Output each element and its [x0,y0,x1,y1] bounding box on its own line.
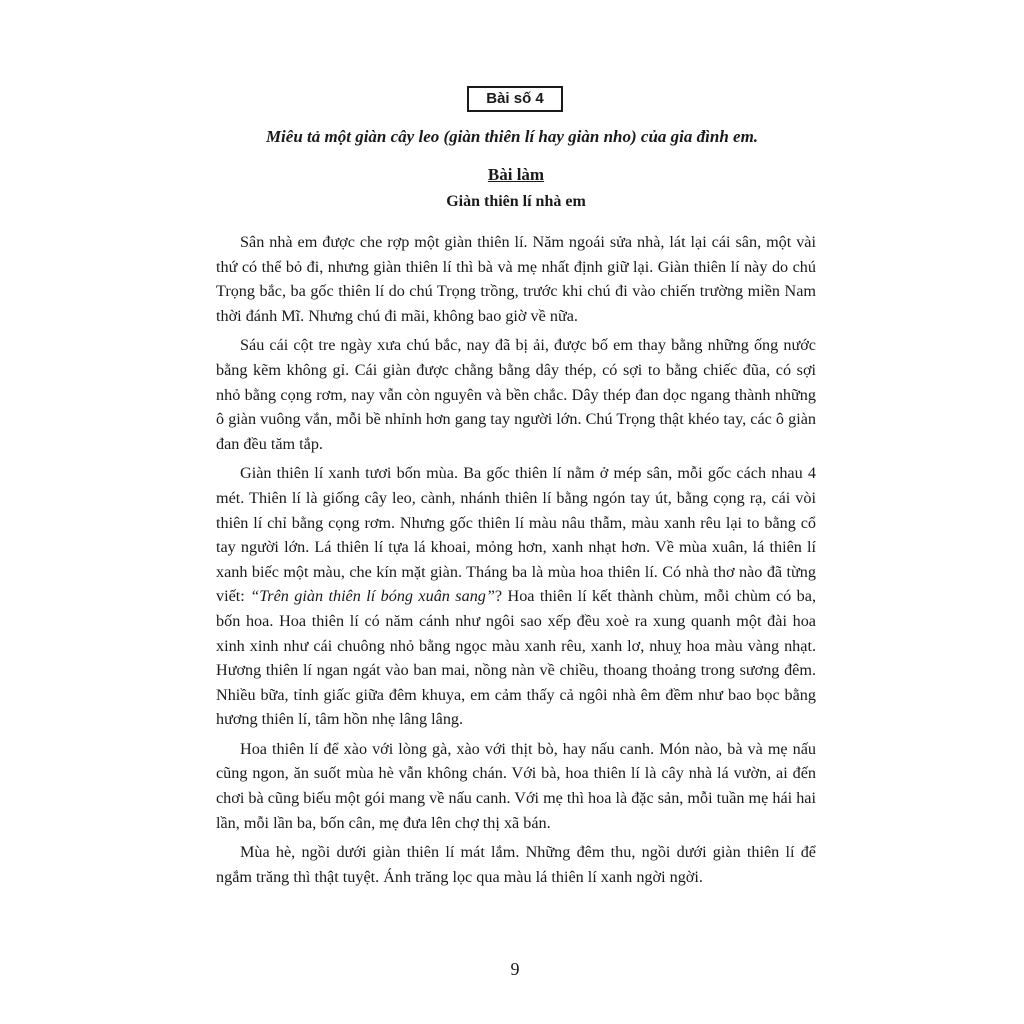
essay-title: Giàn thiên lí nhà em [446,193,586,210]
paragraph-1: Sân nhà em được che rợp một giàn thiên lí. Năm ngoái sửa nhà, lát lại cái sân, một vài thứ có thể bỏ đi, nhưng giàn thiên lí thì bà và mẹ nhất định giữ lại. Giàn thiên lí này do chú Trọng bắc, ba gốc thiên lí do chú Trọng trồng, trước khi chú đi vào chiến trường miền Nam thời đánh Mĩ. Nhưng chú đi mãi, không bao giờ về nữa. [216,233,816,325]
paragraph-4: Hoa thiên lí để xào với lòng gà, xào với thịt bò, hay nấu canh. Món nào, bà và mẹ nấu cũng ngon, ăn suốt mùa hè vẫn không chán. Với bà, hoa thiên lí là cây nhà lá vườn, ai đến chơi bà cũng biếu một gói mang về nấu canh. Với mẹ thì hoa là đặc sản, mỗi tuần mẹ hái hai lần, mỗi lần ba, bốn cân, mẹ đưa lên chợ thị xã bán. [216,739,816,832]
paragraph-2: Sáu cái cột tre ngày xưa chú bắc, nay đã bị ải, được bố em thay bằng những ống nước bằng kẽm không gỉ. Cái giàn được chằng bằng dây thép, có sợi to bằng chiếc đũa, có sợi nhỏ bằng cọng rơm, nay vẫn còn nguyên và bền chắc. Dây thép đan dọc ngang thành những ô giàn vuông vắn, mỗi bề nhỉnh hơn gang tay người lớn. Chú Trọng thật khéo tay, các ô giàn đan đều tăm tắp. [216,336,816,453]
essay-body [216,230,816,894]
paragraph-3-rest: ? Hoa thiên lí kết thành chùm, mỗi chùm có ba, bốn hoa. Hoa thiên lí có năm cánh như ngôi sao xếp đều xoè ra xung quanh một đài hoa xinh xinh như cái chuông nhỏ bằng ngọc màu xanh rêu, xanh lơ, nhuỵ hoa màu vàng nhạt. Hương thiên lí ngan ngát vào ban mai, nồng nàn về chiều, thoang thoảng trong sương đêm. Nhiều bữa, tỉnh giấc giữa đêm khuya, em cảm thấy cả ngôi nhà êm đềm như bao bọc bằng hương thiên lí, tâm hồn nhẹ lâng lâng. [216,587,817,729]
exercise-prompt: Miêu tả một giàn cây leo (giàn thiên lí hay giàn nho) của gia đình em. [265,127,759,146]
paragraph-3 [216,461,816,732]
page-number: 9 [510,959,520,979]
paragraph-5: Mùa hè, ngồi dưới giàn thiên lí mát lắm. Những đêm thu, ngồi dưới giàn thiên lí để ngắm trăng thì thật tuyệt. Ánh trăng lọc qua màu lá thiên lí xanh ngời ngời. [216,843,816,886]
answer-heading: Bài làm [487,165,545,184]
exercise-number-box: Bài số 4 [467,86,563,112]
poem-quote: “Trên giàn thiên lí bóng xuân sang” [250,587,495,606]
paragraph-3-start: Giàn thiên lí xanh tươi bốn mùa. Ba gốc thiên lí nằm ở mép sân, mỗi gốc cách nhau 4 mét. Thiên lí là giống cây leo, cành, nhánh thiên lí bằng ngón tay út, bằng cọng rạ, cái vòi thiên lí chỉ bằng cọng rơm. Nhưng gốc thiên lí màu nâu thẫm, màu xanh rêu lại to bằng cổ tay người lớn. Lá thiên lí tựa lá khoai, mỏng hơn, xanh nhạt hơn. Về mùa xuân, lá thiên lí xanh biếc một màu, che kín mặt giàn. Tháng ba là mùa hoa thiên lí. Có nhà thơ nào đã từng viết: [216,464,816,606]
